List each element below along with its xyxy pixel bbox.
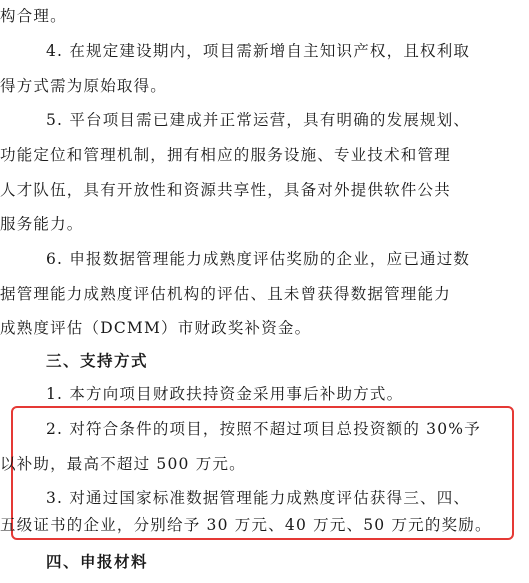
support-item-3-line-2: 五级证书的企业，分别给予 30 万元、40 万元、50 万元的奖励。 [0,516,492,534]
clause-4-line-1: 4. 在规定建设期内，项目需新增自主知识产权，且权利取 [46,42,471,60]
clause-6-line-2: 据管理能力成熟度评估机构的评估、且未曾获得数据管理能力 [0,285,451,303]
clause-6-line-3: 成熟度评估（DCMM）市财政奖补资金。 [0,319,312,337]
support-item-2-line-2: 以补助，最高不超过 500 万元。 [0,455,246,473]
support-item-3-line-1: 3. 对通过国家标准数据管理能力成熟度评估获得三、四、 [46,489,471,507]
section-heading-materials: 四、申报材料 [46,553,149,571]
clause-5-line-4: 服务能力。 [0,215,84,233]
clause-4-line-2: 得方式需为原始取得。 [0,77,168,95]
section-heading-support: 三、支持方式 [46,352,149,370]
clause-5-line-3: 人才队伍，具有开放性和资源共享性，具备对外提供软件公共 [0,181,451,199]
clause-6-line-1: 6. 申报数据管理能力成熟度评估奖励的企业，应已通过数 [46,250,471,268]
support-item-1: 1. 本方向项目财政扶持资金采用事后补助方式。 [46,385,404,403]
clause-5-line-2: 功能定位和管理机制，拥有相应的服务设施、专业技术和管理 [0,146,451,164]
clause-5-line-1: 5. 平台项目需已建成并正常运营，具有明确的发展规划、 [46,111,471,129]
text-line: 构合理。 [0,7,67,25]
support-item-2-line-1: 2. 对符合条件的项目，按照不超过项目总投资额的 30%予 [46,420,481,438]
